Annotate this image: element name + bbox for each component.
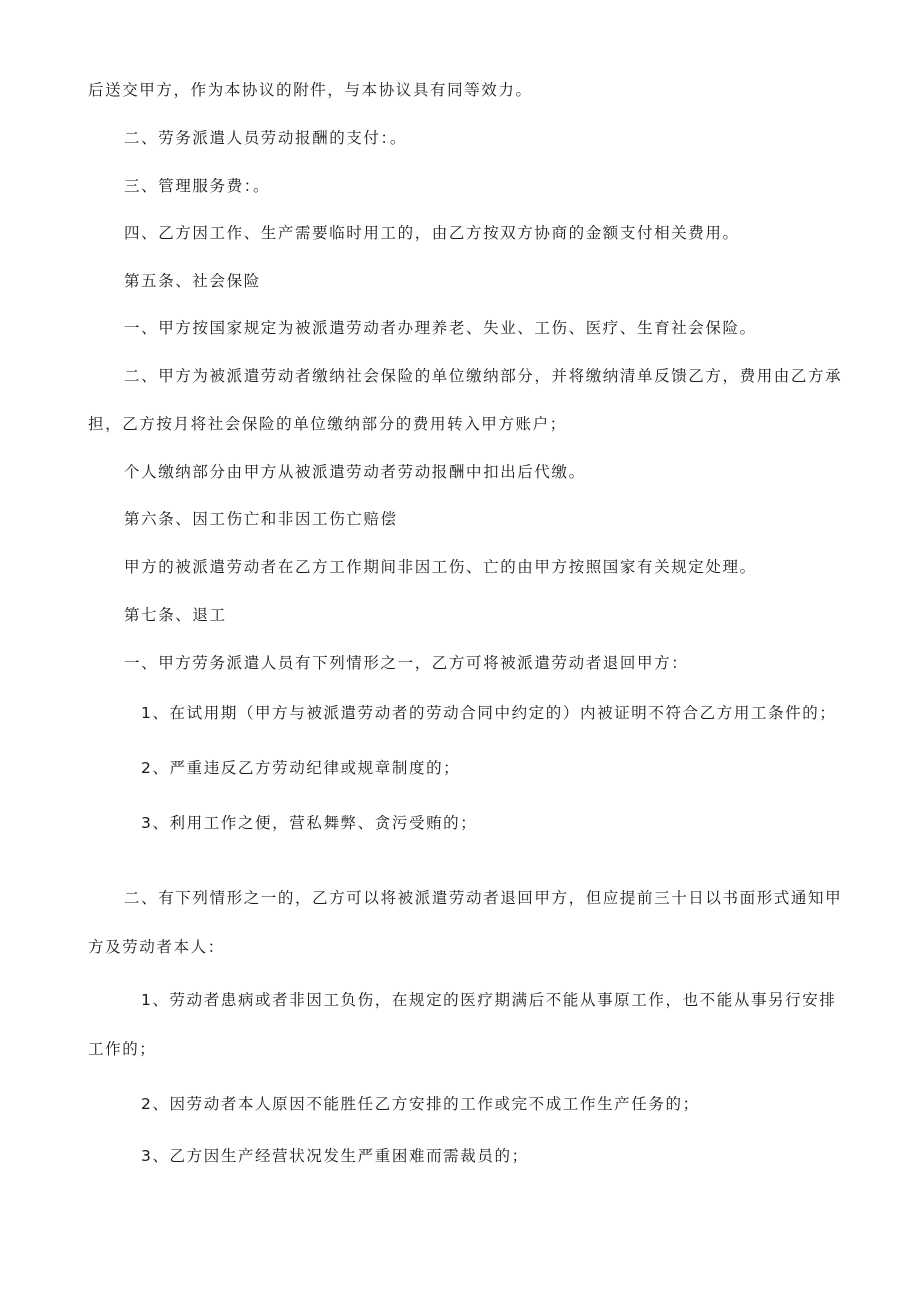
text-line: 四、乙方因工作、生产需要临时用工的，由乙方按双方协商的金额支付相关费用。 [124,224,740,242]
text-line: 方及劳动者本人： [88,938,225,956]
text-line: 担，乙方按月将社会保险的单位缴纳部分的费用转入甲方账户； [88,415,567,433]
text-line: 一、甲方劳务派遣人员有下列情形之一，乙方可将被派遣劳动者退回甲方： [124,654,689,672]
text-line: 工作的； [88,1040,157,1058]
list-item: 1、劳动者患病或者非因工负伤，在规定的医疗期满后不能从事原工作，也不能从事另行安排 [141,991,837,1009]
article-heading: 第五条、社会保险 [124,272,261,290]
list-item: 3、利用工作之便，营私舞弊、贪污受贿的； [141,814,478,832]
article-heading: 第七条、退工 [124,606,227,624]
text-line: 个人缴纳部分由甲方从被派遣劳动者劳动报酬中扣出后代缴。 [124,463,586,481]
text-line: 甲方的被派遣劳动者在乙方工作期间非因工伤、亡的由甲方按照国家有关规定处理。 [124,558,757,576]
text-line: 一、甲方按国家规定为被派遣劳动者办理养老、失业、工伤、医疗、生育社会保险。 [124,319,757,337]
article-heading: 第六条、因工伤亡和非因工伤亡赔偿 [124,510,398,528]
text-line: 二、劳务派遣人员劳动报酬的支付：。 [124,129,407,147]
list-item: 1、在试用期（甲方与被派遣劳动者的劳动合同中约定的）内被证明不符合乙方用工条件的； [141,704,837,722]
text-line: 二、甲方为被派遣劳动者缴纳社会保险的单位缴纳部分，并将缴纳清单反馈乙方，费用由乙方承 [124,367,843,385]
text-line: 三、管理服务费：。 [124,177,271,195]
text-line: 后送交甲方，作为本协议的附件，与本协议具有同等效力。 [88,81,533,99]
list-item: 2、严重违反乙方劳动纪律或规章制度的； [141,759,461,777]
text-line: 二、有下列情形之一的，乙方可以将被派遣劳动者退回甲方，但应提前三十日以书面形式通知甲 [124,889,843,907]
list-item: 2、因劳动者本人原因不能胜任乙方安排的工作或完不成工作生产任务的； [141,1095,700,1113]
list-item: 3、乙方因生产经营状况发生严重困难而需裁员的； [141,1147,529,1165]
